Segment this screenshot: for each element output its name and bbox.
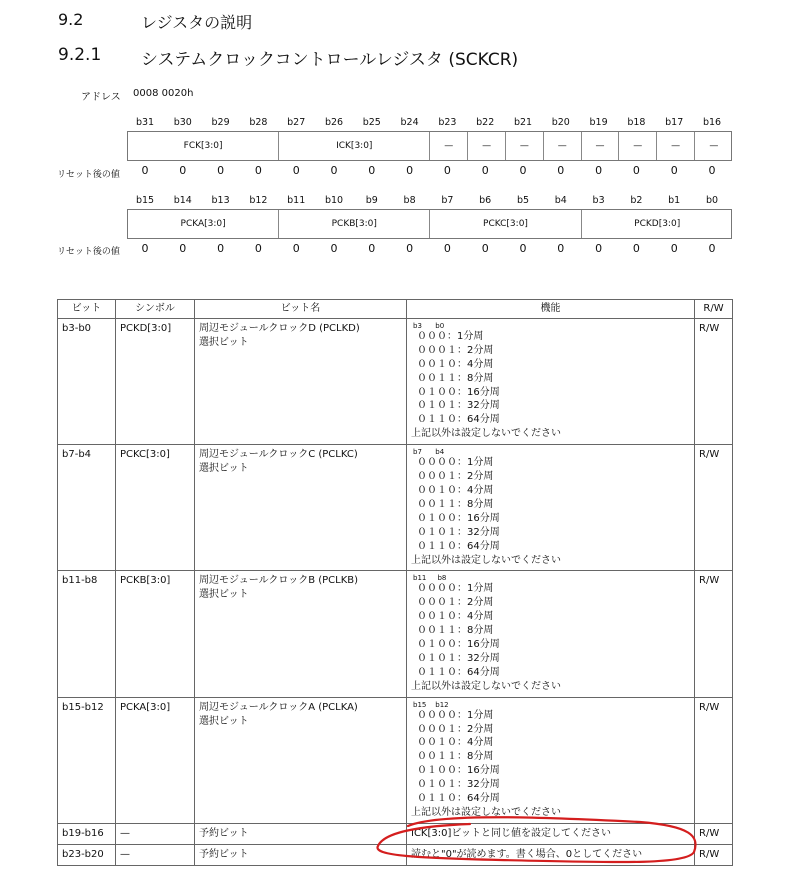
reset-value: 0: [670, 164, 678, 177]
bit-label: b2: [630, 195, 643, 206]
bit-label: b22: [476, 117, 495, 128]
table-row: [58, 318, 733, 444]
reset-value: 0: [179, 242, 187, 255]
symbol-cell: —: [116, 844, 195, 865]
bit-name-line: 選択ビット: [199, 336, 249, 348]
reset-value: 0: [481, 242, 489, 255]
bit-name-line: 周辺モジュールクロックC (PCLKC): [199, 449, 358, 461]
reset-value: 0: [481, 164, 489, 177]
register-field: —: [544, 132, 582, 160]
function-line: ０００：1分周: [417, 330, 484, 342]
register-upper-fields: [127, 131, 732, 161]
bit-label: b16: [702, 117, 722, 128]
bit-name-line: 周辺モジュールクロックA (PCLKA): [199, 701, 358, 713]
table-row: [58, 844, 733, 865]
bit-range-cell: b15-b12: [58, 697, 116, 823]
function-line: ０１０１：32分周: [417, 779, 500, 791]
reset-value: 0: [595, 164, 603, 177]
function-line: ００１１：8分周: [417, 498, 494, 510]
bit-label: b29: [211, 117, 230, 128]
bit-label: b21: [513, 117, 533, 128]
bit-name-cell: [195, 823, 407, 844]
symbol-cell: PCKC[3:0]: [116, 445, 195, 571]
bit-label: b17: [665, 117, 684, 128]
register-field: —: [468, 132, 506, 160]
bit-label: b5: [516, 195, 530, 206]
header-bit-name: ビット名: [195, 300, 407, 319]
reset-value: 0: [670, 242, 678, 255]
reset-value: 0: [292, 242, 300, 255]
function-cell: [407, 823, 695, 844]
function-line: ０００１：2分周: [417, 471, 494, 483]
bit-range-cell: b19-b16: [58, 823, 116, 844]
reset-value: 0: [708, 164, 716, 177]
table-header-row: [58, 300, 733, 319]
bit-name-line: 選択ビット: [199, 715, 249, 727]
function-bit-header: b11 b8: [413, 574, 447, 583]
register-field: FCK[3:0]: [128, 132, 279, 160]
reset-value: 0: [406, 242, 414, 255]
bit-description-table: [57, 299, 733, 866]
function-line: ０１０１：32分周: [417, 526, 500, 538]
function-line: ０１０１：32分周: [417, 652, 500, 664]
register-field: —: [506, 132, 544, 160]
address-value: 0008 0020h: [133, 88, 194, 99]
function-line: ０１１０：64分周: [417, 793, 500, 805]
bit-label: b31: [135, 117, 155, 128]
reset-value: 0: [179, 164, 187, 177]
register-field: PCKC[3:0]: [430, 210, 581, 238]
function-cell: [407, 571, 695, 697]
bit-label: b3: [592, 195, 605, 206]
bit-label: b7: [441, 195, 454, 206]
register-field: —: [619, 132, 657, 160]
table-row: [58, 571, 733, 697]
reset-value: 0: [557, 242, 565, 255]
bit-label: b14: [173, 195, 192, 206]
rw-cell: R/W: [695, 445, 733, 571]
bit-label: b12: [249, 195, 268, 206]
reset-label-upper: リセット後の値: [57, 170, 120, 180]
bit-label: b8: [403, 195, 416, 206]
function-line: ００１０：4分周: [417, 358, 494, 370]
function-line: ０１１０：64分周: [417, 666, 500, 678]
rw-cell: R/W: [695, 697, 733, 823]
function-bit-header: b7 b4: [413, 448, 445, 457]
subsection-number: 9.2.1: [58, 45, 102, 65]
reset-value: 0: [519, 242, 527, 255]
register-field: PCKD[3:0]: [634, 219, 681, 229]
function-bit-header: b15 b12: [413, 700, 449, 709]
function-line: ００００：1分周: [417, 583, 494, 595]
reset-value: 0: [141, 164, 149, 177]
bit-label: b27: [287, 117, 306, 128]
function-cell: [407, 844, 695, 865]
table-row: [58, 697, 733, 823]
rw-cell: R/W: [695, 823, 733, 844]
function-line: ０００１：2分周: [417, 723, 494, 735]
reset-value: 0: [443, 164, 451, 177]
reset-value: 0: [708, 242, 716, 255]
register-lower-fields: [127, 209, 732, 239]
bit-label: b4: [554, 195, 567, 206]
bit-label: b23: [438, 117, 457, 128]
bit-label: b11: [287, 195, 306, 206]
register-field: —: [709, 141, 719, 151]
reset-value: 0: [519, 164, 527, 177]
bit-name-line: 選択ビット: [199, 589, 249, 601]
bit-label: b30: [173, 117, 192, 128]
header-function: 機能: [407, 300, 695, 319]
bit-name-cell: [195, 697, 407, 823]
function-line: ００００：1分周: [417, 457, 494, 469]
bit-name-line: 選択ビット: [199, 463, 249, 475]
rw-cell: R/W: [695, 844, 733, 865]
register-field: —: [430, 132, 468, 160]
bit-label: b26: [324, 117, 344, 128]
function-line: ０００１：2分周: [417, 597, 494, 609]
bit-name-line: 予約ビット: [199, 848, 249, 860]
reset-value: 0: [595, 242, 603, 255]
function-line: ０１００：16分周: [417, 386, 500, 398]
bit-label: b19: [589, 117, 608, 128]
bit-label: b6: [479, 195, 492, 206]
bit-name-cell: [195, 445, 407, 571]
function-line: ００１１：8分周: [417, 625, 494, 637]
register-field: ICK[3:0]: [279, 132, 430, 160]
bit-label: b24: [400, 117, 419, 128]
reset-value: 0: [330, 242, 338, 255]
table-row: [58, 823, 733, 844]
function-line: 上記以外は設定しないでください: [411, 680, 561, 692]
reset-value: 0: [254, 164, 262, 177]
reset-value: 0: [406, 164, 414, 177]
function-line: ICK[3:0]ビットと同じ値を設定してください: [411, 827, 611, 839]
function-line: ０００１：2分周: [417, 344, 494, 356]
function-line: ００１１：8分周: [417, 751, 494, 763]
function-line: 上記以外は設定しないでください: [411, 428, 561, 440]
function-line: ０１０１：32分周: [417, 400, 500, 412]
section-title: レジスタの説明: [141, 13, 253, 32]
register-field: —: [582, 132, 620, 160]
reset-label-lower: リセット後の値: [57, 247, 120, 257]
function-cell: [407, 318, 695, 444]
bit-name-line: 予約ビット: [199, 827, 249, 839]
function-cell: [407, 697, 695, 823]
address-label: アドレス: [81, 92, 121, 103]
register-field: —: [657, 132, 695, 160]
function-line: 上記以外は設定しないでください: [411, 554, 561, 566]
bit-range-cell: b11-b8: [58, 571, 116, 697]
header-symbol: シンボル: [116, 300, 195, 319]
reset-value: 0: [632, 242, 640, 255]
bit-label: b28: [249, 117, 268, 128]
function-line: ００１０：4分周: [417, 737, 494, 749]
header-bit: ビット: [58, 300, 116, 319]
section-number: 9.2: [58, 10, 84, 29]
reset-value: 0: [217, 164, 225, 177]
reset-value: 0: [443, 242, 451, 255]
function-line: ０１００：16分周: [417, 512, 500, 524]
reset-value: 0: [254, 242, 262, 255]
bit-label: b1: [668, 195, 681, 206]
bit-name-cell: [195, 318, 407, 444]
function-line: ００００：1分周: [417, 709, 494, 721]
function-line: 読むと"0"が読めます。書く場合、0としてください: [411, 848, 643, 860]
symbol-cell: PCKD[3:0]: [116, 318, 195, 444]
function-line: ００１１：8分周: [417, 372, 494, 384]
function-line: ０１００：16分周: [417, 639, 500, 651]
bit-range-cell: b7-b4: [58, 445, 116, 571]
header-rw: R/W: [695, 300, 733, 319]
reset-value: 0: [141, 242, 149, 255]
bit-label: b20: [551, 117, 570, 128]
reset-value: 0: [292, 164, 300, 177]
function-line: 上記以外は設定しないでください: [411, 807, 561, 818]
bit-name-cell: [195, 571, 407, 697]
function-bit-header: b3 b0: [413, 321, 445, 330]
reset-value: 0: [557, 164, 565, 177]
function-line: ００１０：4分周: [417, 611, 494, 623]
symbol-cell: PCKB[3:0]: [116, 571, 195, 697]
reset-value: 0: [368, 164, 376, 177]
bit-name-line: 周辺モジュールクロックB (PCLKB): [199, 575, 359, 587]
bit-name-cell: [195, 844, 407, 865]
symbol-cell: PCKA[3:0]: [116, 697, 195, 823]
bit-label: b25: [362, 117, 381, 128]
function-line: ０１１０：64分周: [417, 414, 500, 426]
bit-range-cell: b3-b0: [58, 318, 116, 444]
register-field: PCKA[3:0]: [128, 210, 279, 238]
reset-value: 0: [217, 242, 225, 255]
bit-label: b9: [365, 195, 378, 206]
subsection-title: システムクロックコントロールレジスタ (SCKCR): [141, 50, 519, 70]
reset-value: 0: [330, 164, 338, 177]
bit-label: b18: [627, 117, 646, 128]
rw-cell: R/W: [695, 571, 733, 697]
register-field: PCKB[3:0]: [279, 210, 430, 238]
reset-value: 0: [368, 242, 376, 255]
function-line: ００１０：4分周: [417, 484, 494, 496]
bit-range-cell: b23-b20: [58, 844, 116, 865]
bit-label: b0: [705, 195, 719, 206]
bit-label: b10: [324, 195, 344, 206]
rw-cell: R/W: [695, 318, 733, 444]
reset-value: 0: [632, 164, 640, 177]
bit-label: b15: [135, 195, 155, 206]
bit-label: b13: [211, 195, 230, 206]
function-line: ０１１０：64分周: [417, 540, 500, 552]
symbol-cell: —: [116, 823, 195, 844]
function-cell: [407, 445, 695, 571]
bit-name-line: 周辺モジュールクロックD (PCLKD): [199, 322, 360, 334]
function-line: ０１００：16分周: [417, 765, 500, 777]
table-row: [58, 445, 733, 571]
